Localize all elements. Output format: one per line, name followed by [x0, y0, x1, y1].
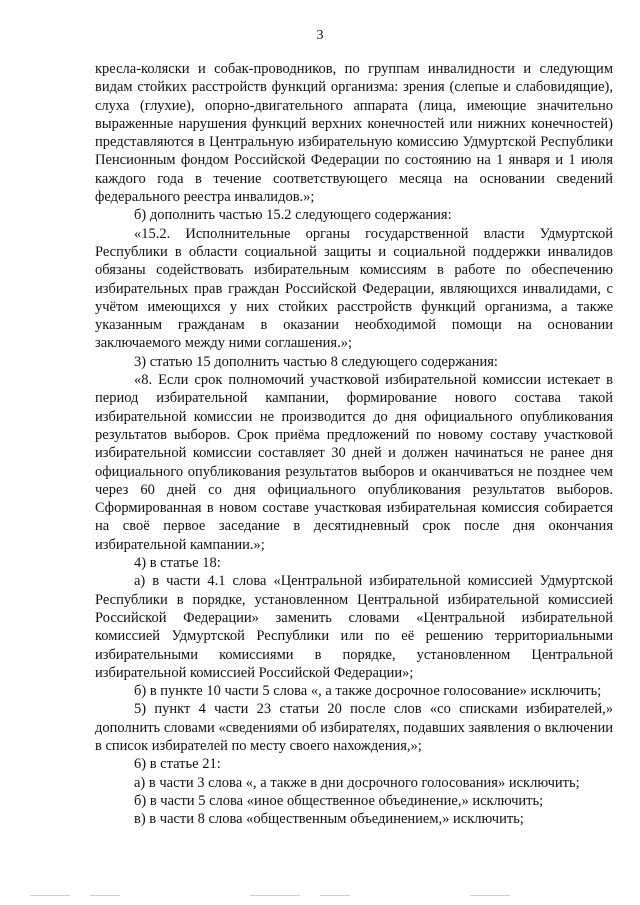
paragraph-7: а) в части 4.1 слова «Центральной избирательной комиссией Удмуртской Республики в порядке, установленном Центральной избирательной комиссией Российской Федерации» заменить словами «Центральной избирательной комиссией Удмуртской Республики или по её решению территориальными избирательными комиссиями в порядке, установленном Центральной избирательной комиссией Российской Федерации»; — [95, 573, 613, 681]
footer-mark — [30, 895, 70, 896]
footer-mark — [320, 895, 350, 896]
paragraph-6: 4) в статье 18: — [134, 555, 221, 572]
footer-mark — [250, 895, 300, 896]
paragraph-5: «8. Если срок полномочий участковой избирательной комиссии истекает в период избирательной кампании, формирование нового состава такой избирательной комиссии не производится до дня официального опубликования результатов выборов. Срок приёма предложений по новому составу участковой избирательной комиссии составляет 30 дней и должен начинаться не ранее дня официального опубликования результатов выборов и оканчиваться не позднее чем через 60 дней со дня официального опубликования результатов выборов. Сформированная в новом составе участковая избирательная комиссия собирается на своё первое заседание в десятидневный срок после дня окончания избирательной кампании.»; — [95, 372, 613, 553]
paragraph-11: а) в части 3 слова «, а также в дни досрочного голосования» исключить; — [134, 774, 580, 791]
page-number: 3 — [316, 28, 324, 43]
paragraph-12: б) в части 5 слова «иное общественное объединение,» исключить; — [134, 792, 544, 809]
paragraph-4: 3) статью 15 дополнить частью 8 следующего содержания: — [134, 353, 498, 370]
paragraph-3: «15.2. Исполнительные органы государственной власти Удмуртской Республики в области социальной защиты и социальной поддержки инвалидов обязаны содействовать избирательным комиссиям в работе по обеспечению избирательных прав граждан Российской Федерации, являющихся инвалидами, с учётом имеющихся у них стойких расстройств функций организма, а также указанным гражданам в оказании необходимой помощи на основании заключаемого между ними соглашения.»; — [95, 225, 613, 352]
paragraph-8: б) в пункте 10 части 5 слова «, а также досрочное голосование» исключить; — [134, 683, 602, 700]
paragraph-1: кресла-коляски и собак-проводников, по группам инвалидности и следующим видам стойких расстройств функций организма: зрения (слепые и слабовидящие), слуха (глухие), опорно-двигательного аппарата (лица, имеющие значительно выраженные нарушения функций верхних конечностей или нижних конечностей) представляются в Центральную избирательную комиссию Удмуртской Республики Пенсионным фондом Российской Федерации по состоянию на 1 января и 1 июля каждого года в течение соответствующего месяца на основании сведений федерального реестра инвалидов.»; — [95, 61, 613, 206]
paragraph-2: б) дополнить частью 15.2 следующего содержания: — [134, 207, 452, 224]
paragraph-13: в) в части 8 слова «общественным объединением,» исключить; — [134, 811, 524, 828]
scan-footer-marks — [0, 895, 640, 899]
footer-mark — [90, 895, 120, 896]
footer-mark — [470, 895, 510, 896]
paragraph-10: 6) в статье 21: — [134, 756, 221, 773]
paragraph-9: 5) пункт 4 части 23 статьи 20 после слов «со списками избирателей,» дополнить словами «сведениями об избирателях, подавших заявления о включении в список избирателей по месту своего нахождения,»; — [95, 701, 613, 754]
document-body — [95, 60, 613, 828]
